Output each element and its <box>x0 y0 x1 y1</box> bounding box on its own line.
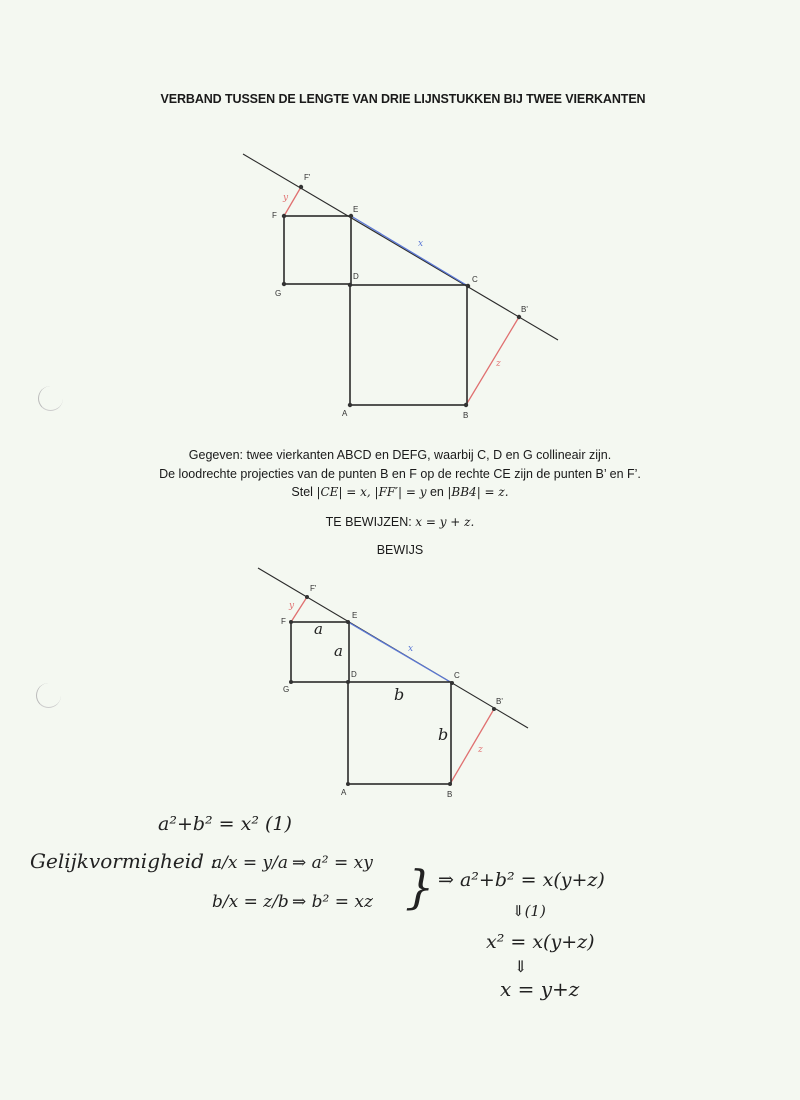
hand-a-top: a <box>314 620 323 638</box>
figure-squares-2 <box>250 560 540 800</box>
label-b-2: B <box>447 790 453 799</box>
prove-formula: x = y + z. <box>415 515 475 529</box>
label-g-2: G <box>283 685 290 694</box>
result-2: x² = x(y+z) <box>486 931 595 953</box>
stel-formula-2: |BB4| = z. <box>447 485 509 499</box>
proof-heading: BEWIJS <box>376 543 424 557</box>
brace: } <box>405 860 435 914</box>
label-b: B <box>463 411 469 420</box>
label-f-prime-2: F' <box>310 584 317 593</box>
result-1: ⇒ a²+b² = x(y+z) <box>438 869 605 891</box>
frac-2-lhs: b/x = z/b <box>212 892 289 912</box>
hand-b-side: b <box>438 725 449 744</box>
stel-en: en <box>429 485 444 499</box>
result-3: x = y+z <box>500 977 580 1001</box>
label-c-2: C <box>454 671 460 680</box>
segment-z <box>466 317 519 405</box>
label-z-2: z <box>478 745 483 755</box>
label-b-prime: B' <box>521 305 528 314</box>
stel-formula: |CE| = x, |FF′| = y <box>316 485 427 499</box>
document-title: VERBAND TUSSEN DE LENGTE VAN DRIE LIJNSTUKKEN BIJ TWEE VIERKANTEN <box>160 92 646 106</box>
prove-line <box>0 514 800 531</box>
line-ce <box>243 154 558 340</box>
square-abcd <box>350 285 467 405</box>
arrow-2: ⇓ <box>514 957 528 976</box>
label-f: F <box>272 211 277 220</box>
label-f-2: F <box>281 617 286 626</box>
given-line-2: De loodrechte projecties van de punten B en F op de rechte CE zijn de punten B’ en F’. <box>159 467 641 481</box>
label-x: x <box>418 239 424 249</box>
square-defg <box>284 216 351 284</box>
prove-prefix: TE BEWIJZEN: <box>325 515 412 529</box>
figure-squares-1 <box>235 145 575 425</box>
label-b-prime-2: B' <box>496 697 503 706</box>
label-f-prime: F' <box>304 173 311 182</box>
label-z: z <box>496 359 501 369</box>
label-d-2: D <box>351 670 357 679</box>
given-line-1: Gegeven: twee vierkanten ABCD en DEFG, waarbij C, D en G collineair zijn. <box>188 448 612 462</box>
label-a-2: A <box>341 788 347 797</box>
frac-2-rhs: ⇒ b² = xz <box>292 892 373 912</box>
segment-x-2 <box>348 622 452 683</box>
label-c: C <box>472 275 478 284</box>
punch-hole-bottom <box>36 683 61 708</box>
hand-b-top: b <box>394 685 405 704</box>
segment-x <box>351 216 468 286</box>
handwritten-proof <box>20 800 660 1020</box>
label-y: y <box>283 193 289 203</box>
stel-prefix: Stel <box>291 485 313 499</box>
proof-eq-1: a²+b² = x² (1) <box>158 813 292 835</box>
segment-z-2 <box>450 709 494 784</box>
frac-1-lhs: a/x = y/a <box>212 853 288 873</box>
hand-a-side: a <box>334 642 343 660</box>
similarity-label: Gelijkvormigheid : <box>30 849 218 873</box>
label-d: D <box>353 272 359 281</box>
label-g: G <box>275 289 282 298</box>
punch-hole-top <box>38 386 63 411</box>
label-x-2: x <box>408 644 414 654</box>
frac-1-rhs: ⇒ a² = xy <box>292 853 373 873</box>
stel-line <box>0 484 800 501</box>
label-e-2: E <box>352 611 358 620</box>
label-y-2: y <box>289 601 295 611</box>
label-e: E <box>353 205 359 214</box>
label-a: A <box>342 409 348 418</box>
ref-1: ⇓(1) <box>512 902 546 920</box>
